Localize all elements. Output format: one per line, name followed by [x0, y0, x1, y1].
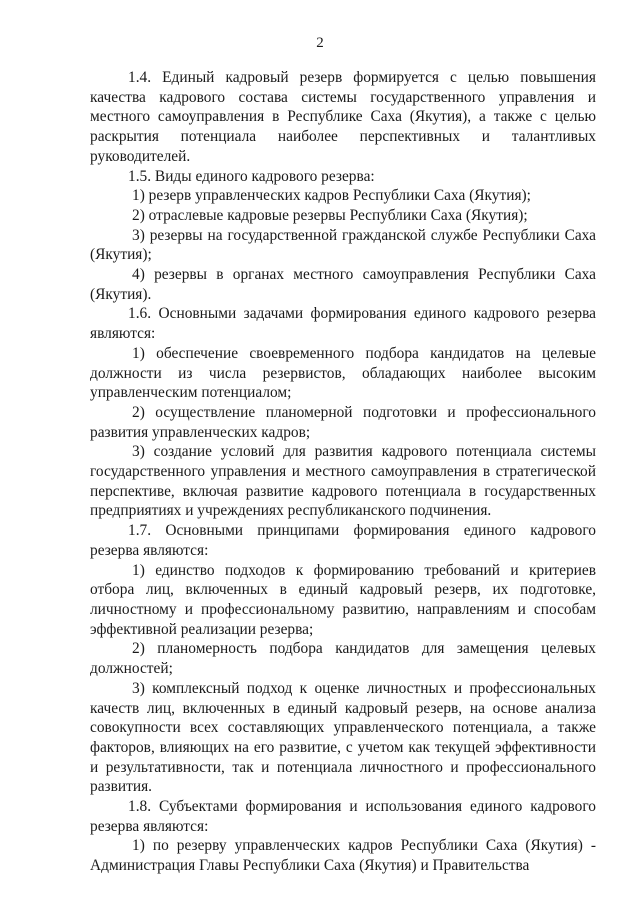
document-body [90, 68, 596, 876]
list-item: 4) резервы в органах местного самоуправления Республики Саха (Якутия). [90, 266, 596, 303]
list-item: 3) резервы на государственной гражданской службе Республики Саха (Якутия); [90, 226, 596, 264]
list-item: 1) по резерву управленческих кадров Республики Саха (Якутия) - Администрация Главы Республики Саха (Якутия) и Правительства [90, 837, 596, 875]
paragraph-1-7: 1.7. Основными принципами формирования единого кадрового резерва являются: [90, 522, 596, 559]
list-item: 3) создание условий для развития кадрового потенциала системы государственного управления и местного самоуправления в стратегической перспективе, включая развитие кадрового потенциала в государственных предприятиях и учреждениях республиканского подчинения. [90, 443, 596, 520]
list-item: 2) планомерность подбора кандидатов для замещения целевых должностей; [90, 640, 596, 678]
list-item: 2) отраслевые кадровые резервы Республики Саха (Якутия); [132, 206, 528, 224]
list-item: 1) единство подходов к формированию требований и критериев отбора лиц, включенных в единый кадровый резерв, их подготовке, личностному и профессиональному развитию, направлениям и способам эффективной реализации резерва; [90, 561, 596, 638]
list-item: 1) резерв управленческих кадров Республики Саха (Якутия); [132, 187, 531, 205]
paragraph-1-4: 1.4. Единый кадровый резерв формируется с целью повышения качества кадрового состава системы государственного управления и местного самоуправления в Республике Саха (Якутия), а также с целью раскрытия потенциала наиболее перспективных и талантливых руководителей. [90, 69, 596, 165]
page-number: 2 [316, 35, 324, 51]
paragraph-1-8: 1.8. Субъектами формирования и использования единого кадрового резерва являются: [90, 798, 596, 835]
list-item: 2) осуществление планомерной подготовки и профессионального развития управленческих кадров; [90, 403, 596, 441]
paragraph-1-6: 1.6. Основными задачами формирования единого кадрового резерва являются: [90, 305, 596, 343]
paragraph-1-5: 1.5. Виды единого кадрового резерва: [128, 167, 375, 185]
list-item: 3) комплексный подход к оценке личностных и профессиональных качеств лиц, включенных в единый кадровый резерв, на основе анализа совокупности всех составляющих управленческого потенциала, а также факторов, влияющих на его развитие, с учетом как текущей эффективности и результативности, так и потенциала личностного и профессионального развития. [90, 679, 596, 796]
list-item: 1) обеспечение своевременного подбора кандидатов на целевые должности из числа резервистов, обладающих наиболее высоким управленческим потенциалом; [90, 344, 596, 402]
